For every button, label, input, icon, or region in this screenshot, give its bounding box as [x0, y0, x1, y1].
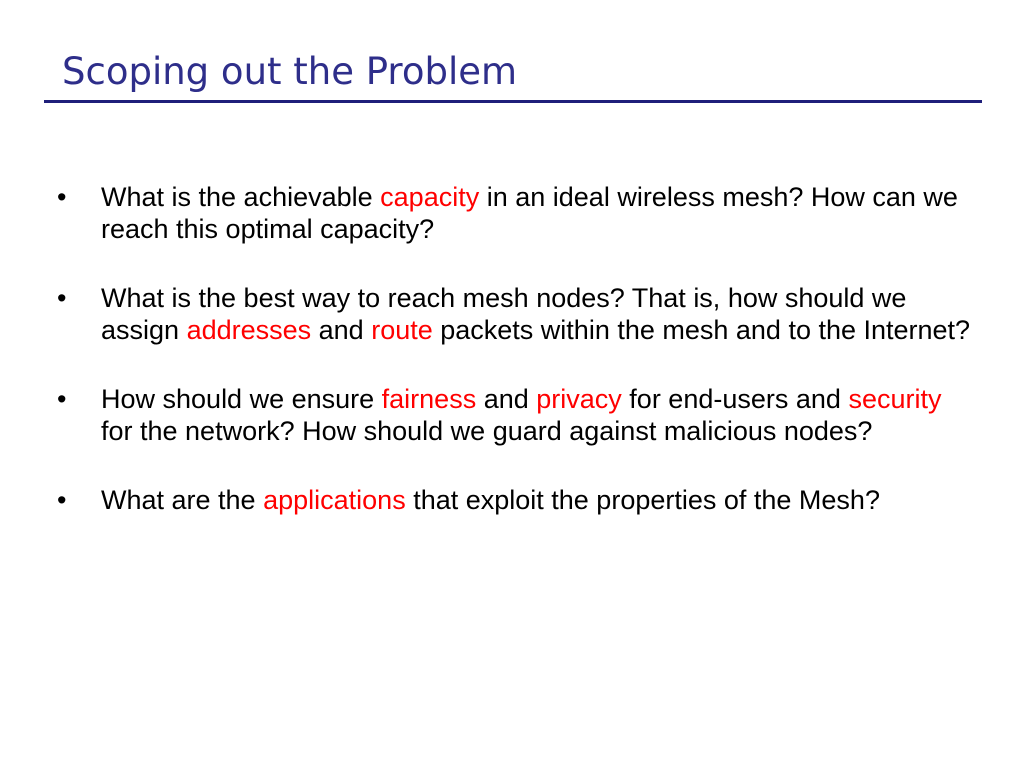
bullet-text — [101, 485, 880, 515]
slide-title: Scoping out the Problem — [62, 50, 518, 93]
bullet-text-segment: What are the — [101, 485, 264, 515]
bullet-item — [57, 484, 977, 516]
highlighted-term: capacity — [380, 182, 480, 212]
bullet-text — [101, 182, 958, 244]
bullet-item — [57, 383, 977, 447]
bullet-marker: • — [57, 182, 67, 212]
title-underline — [44, 100, 982, 103]
bullet-text — [101, 384, 941, 446]
highlighted-term: addresses — [186, 315, 312, 345]
bullet-marker: • — [57, 283, 67, 313]
bullet-item — [57, 181, 977, 245]
highlighted-term: fairness — [381, 384, 477, 414]
bullet-text-segment: for the network? How should we guard against malicious nodes? — [101, 416, 873, 446]
bullet-text-segment: packets within the mesh and to the Internet? — [432, 315, 971, 345]
bullet-marker: • — [57, 384, 67, 414]
bullet-text-segment: that exploit the properties of the Mesh? — [405, 485, 880, 515]
bullet-text-segment: What is the best way to reach mesh nodes? That is, how should we assign — [101, 283, 907, 345]
bullet-text-segment: How should we ensure — [101, 384, 382, 414]
bullet-item — [57, 282, 977, 346]
highlighted-term: privacy — [536, 384, 622, 414]
bullet-text-segment: and — [311, 315, 372, 345]
highlighted-term: security — [848, 384, 942, 414]
bullet-text-segment: in an ideal wireless mesh? How can we reach this optimal capacity? — [101, 182, 958, 244]
bullet-text-segment: What is the achievable — [101, 182, 381, 212]
bullet-text-segment: for end-users and — [621, 384, 849, 414]
bullet-text — [101, 283, 970, 345]
highlighted-term: applications — [263, 485, 406, 515]
bullet-marker: • — [57, 485, 67, 515]
highlighted-term: route — [371, 315, 433, 345]
bullet-list — [57, 181, 977, 553]
bullet-text-segment: and — [476, 384, 537, 414]
